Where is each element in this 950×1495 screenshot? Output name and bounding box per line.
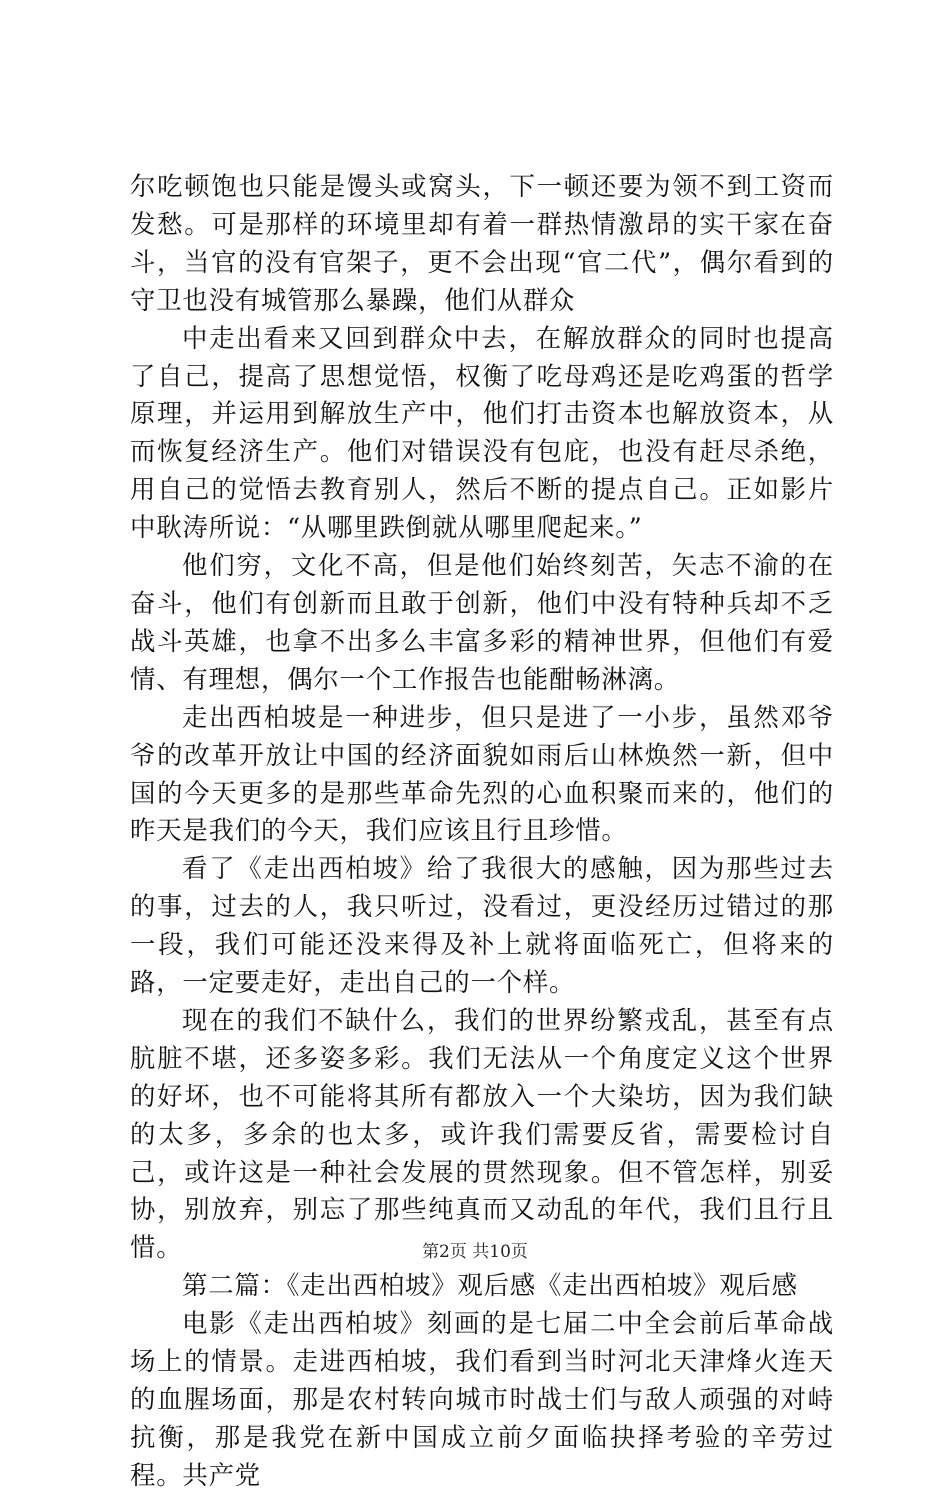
- document-body: [130, 168, 834, 1495]
- paragraph-7: 电影《走出西柏坡》刻画的是七届二中全会前后革命战场上的情景。走进西柏坡，我们看到当时河北天津烽火连天的血腥场面，那是农村转向城市时战士们与敌人顽强的对峙抗衡，那是我党在新中国成立前夕面临抉择考验的辛劳过程。共产党: [130, 1308, 834, 1490]
- paragraph-6: 现在的我们不缺什么，我们的世界纷繁戎乱，甚至有点肮脏不堪，还多姿多彩。我们无法从一个角度定义这个世界的好坏，也不可能将其所有都放入一个大染坊，因为我们缺的太多，多余的也太多，或许我们需要反省，需要检讨自己，或许这是一种社会发展的贯然现象。但不管怎样，别妥协，别放弃，别忘了那些纯真而又动乱的年代，我们且行且惜。: [130, 1004, 834, 1263]
- page-footer: 第2页 共10页: [422, 1242, 528, 1262]
- paragraph-1: 尔吃顿饱也只能是馒头或窝头，下一顿还要为领不到工资而发愁。可是那样的环境里却有着一群热情激昂的实干家在奋斗，当官的没有官架子，更不会出现“官二代”，偶尔看到的守卫也没有城管那么暴躁，他们从群众: [130, 171, 834, 315]
- section-heading: 第二篇：《走出西柏坡》观后感《走出西柏坡》观后感: [182, 1270, 798, 1301]
- paragraph-3: 他们穷，文化不高，但是他们始终刻苦，矢志不渝的在奋斗，他们有创新而且敢于创新，他们中没有特种兵却不乏战斗英雄，也拿不出多么丰富多彩的精神世界，但他们有爱情、有理想，偶尔一个工作报告也能酣畅淋漓。: [130, 550, 834, 694]
- paragraph-2: 中走出看来又回到群众中去，在解放群众的同时也提高了自己，提高了思想觉悟，权衡了吃母鸡还是吃鸡蛋的哲学原理，并运用到解放生产中，他们打击资本也解放资本，从而恢复经济生产。他们对错误没有包庇，也没有赶尽杀绝，用自己的觉悟去教育别人，然后不断的提点自己。正如影片中耿涛所说：“从哪里跌倒就从哪里爬起来。”: [130, 322, 834, 543]
- paragraph-4: 走出西柏坡是一种进步，但只是进了一小步，虽然邓爷爷的改革开放让中国的经济面貌如雨后山林焕然一新，但中国的今天更多的是那些革命先烈的心血积聚而来的，他们的昨天是我们的今天，我们应该且行且珍惜。: [130, 701, 834, 846]
- paragraph-5: 看了《走出西柏坡》给了我很大的感触，因为那些过去的事，过去的人，我只听过，没看过，更没经历过错过的那一段，我们可能还没来得及补上就将面临死亡，但将来的路，一定要走好，走出自己的一个样。: [130, 853, 834, 998]
